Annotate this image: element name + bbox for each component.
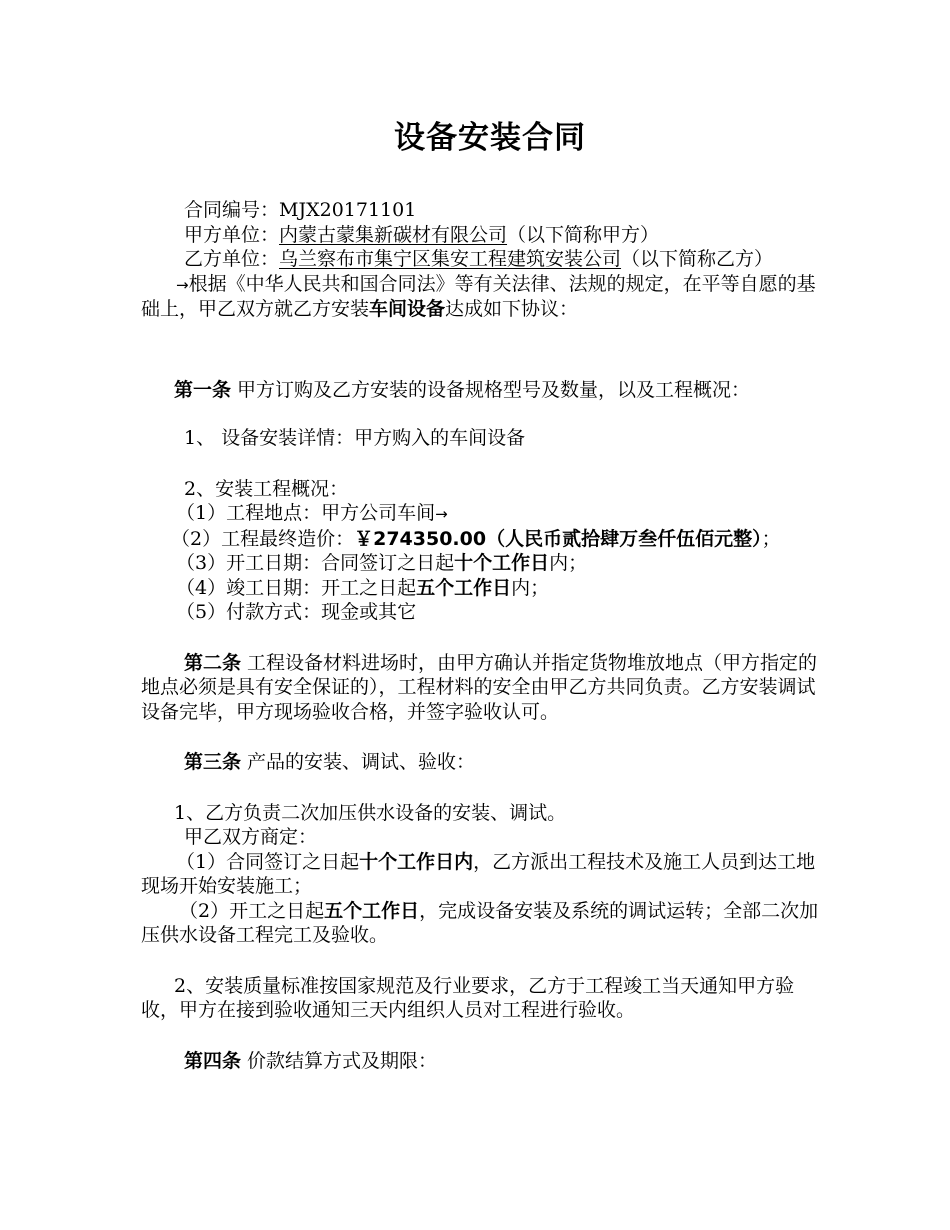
article1-item2: 2、安装工程概况： <box>184 477 349 500</box>
article1-sub3-suffix: 内； <box>549 552 588 574</box>
article3-sub1-prefix: （1）合同签订之日起 <box>176 850 360 873</box>
article1-sub1-text: （1）工程地点：甲方公司车间 <box>176 502 436 524</box>
intro-text: 根据《中华人民共和国合同法》等有关法律、法规的规定，在平等自愿的基础上，甲乙双方就乙方安装 <box>141 272 816 320</box>
article1-sub4 <box>141 576 821 601</box>
article3-sub2-prefix: （2）开工之日起 <box>179 899 325 922</box>
article1-label: 第一条 <box>174 378 232 401</box>
article3-sub1-bold: 十个工作日内 <box>359 850 474 873</box>
contract-number: MJX20171101 <box>279 199 417 221</box>
article1-sub3-bold: 十个工作日 <box>454 552 550 574</box>
document-body <box>141 198 821 1073</box>
article1-sub3 <box>141 551 821 576</box>
article3-sub2 <box>141 899 821 948</box>
article3-item2: 2、安装质量标准按国家规范及行业要求，乙方于工程竣工当天通知甲方验收，甲方在接到验收通知三天内组织人员对工程进行验收。 <box>141 974 795 1021</box>
party-b-line <box>141 247 821 272</box>
article3-heading <box>141 750 821 775</box>
article1-sub2 <box>141 527 821 552</box>
article1-sub2-prefix: （2）工程最终造价： <box>171 527 355 550</box>
article3-sub1 <box>141 850 821 899</box>
party-b-label: 乙方单位： <box>184 248 280 270</box>
article1-sub4-suffix: 内； <box>511 576 550 599</box>
article1-sub2-price: ￥274350.00（人民币贰拾肆万叁仟伍佰元整） <box>354 527 762 550</box>
contract-number-line <box>141 198 821 223</box>
article1-sub2-suffix: ； <box>761 527 781 550</box>
arrow-icon: → <box>435 505 448 523</box>
article2-paragraph <box>141 651 821 725</box>
article3-agreed: 甲乙双方商定： <box>184 826 318 848</box>
party-a-line <box>141 223 821 248</box>
article1-sub1 <box>141 501 821 527</box>
article3-item1: 1、乙方负责二次加压供水设备的安装、调试。 <box>174 801 567 824</box>
article1-sub4-bold: 五个工作日 <box>416 576 512 599</box>
article3-sub2-bold: 五个工作日 <box>324 899 420 922</box>
article3-label: 第三条 <box>184 751 242 773</box>
intro-paragraph <box>141 272 821 322</box>
article1-item1: 1、 设备安装详情：甲方购入的车间设备 <box>184 427 526 449</box>
party-b-name: 乌兰察布市集宁区集安工程建筑安装公司 <box>279 248 622 270</box>
arrow-icon: → <box>176 275 189 294</box>
intro-bold: 车间设备 <box>369 298 446 320</box>
article1-heading <box>141 378 821 403</box>
party-a-label: 甲方单位： <box>184 223 280 246</box>
article1-sub5: （5）付款方式：现金或其它 <box>176 601 417 623</box>
article4-label: 第四条 <box>184 1049 242 1072</box>
party-a-note: （以下简称甲方） <box>507 223 660 246</box>
article2-text: 工程设备材料进场时，由甲方确认并指定货物堆放地点（甲方指定的地点必须是具有安全保证的），工程材料的安全由甲乙方共同负责。乙方安装调试设备完毕，甲方现场验收合格，并签字验收认可。 <box>141 651 818 723</box>
article2-label: 第二条 <box>184 651 242 674</box>
article4-text: 价款结算方式及期限： <box>241 1049 438 1072</box>
contract-number-label: 合同编号： <box>184 199 280 221</box>
document-title: 设备安装合同 <box>394 120 586 156</box>
article3-sub1-suffix: ，乙方派出工程技术及施工人员到达工地现场开始安装施工； <box>141 850 816 897</box>
article3-text: 产品的安装、调试、验收： <box>241 751 476 773</box>
article1-sub3-prefix: （3）开工日期：合同签订之日起 <box>176 552 455 574</box>
article4-heading <box>141 1049 821 1074</box>
article3-sub2-suffix: ，完成设备安装及系统的调试运转；全部二次加压供水设备工程完工及验收。 <box>141 899 819 946</box>
party-b-note: （以下简称乙方） <box>621 248 774 270</box>
article1-sub4-prefix: （4）竣工日期：开工之日起 <box>176 576 417 599</box>
intro-text-end: 达成如下协议： <box>445 298 579 320</box>
article1-text: 甲方订购及乙方安装的设备规格型号及数量，以及工程概况： <box>231 378 751 401</box>
party-a-name: 内蒙古蒙集新碳材有限公司 <box>279 223 508 246</box>
